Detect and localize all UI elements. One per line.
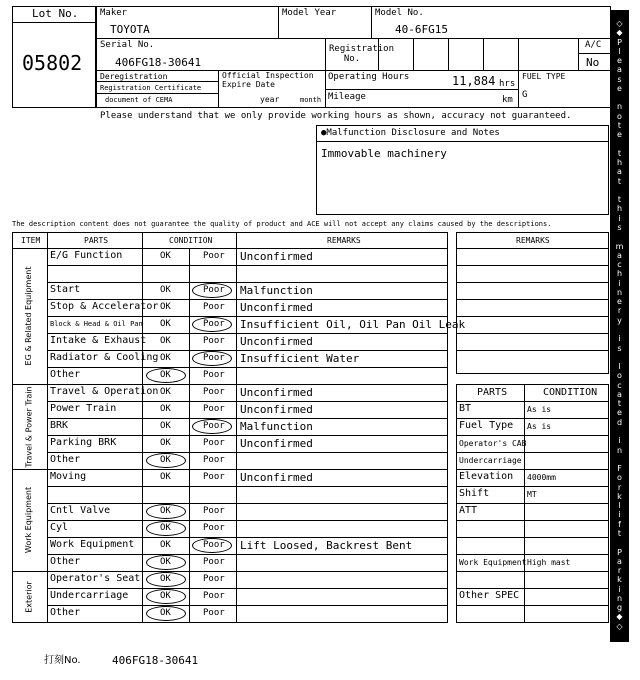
spec-part: BT [459,403,472,414]
remark-text: Lift Loosed, Backrest Bent [240,539,413,552]
poor-option[interactable]: Poor [203,285,225,295]
poor-option[interactable]: Poor [203,302,225,312]
spec-value: As is [527,422,552,431]
ok-option[interactable]: OK [160,336,171,346]
deregistration-label: Deregistration [100,72,168,81]
inspection-label-2: Expire Date [222,80,275,89]
ok-option[interactable]: OK [160,353,171,363]
spec-parts-header: PARTS [477,387,508,398]
group-label: Exterior [24,580,33,613]
ok-selected-circle [146,368,186,383]
registration-certificate-label: Registration Certificate [100,84,202,92]
side-note-char: P [617,547,622,557]
cell-divider [189,350,190,367]
cell-divider [189,282,190,299]
poor-option[interactable]: Poor [203,336,225,346]
poor-option[interactable]: Poor [203,353,225,363]
hrs-unit: hrs [499,79,516,89]
row-divider [47,435,448,436]
part-name: Stop & Accelerator [50,301,159,312]
ok-selected-circle [146,555,186,570]
spec-row-divider [456,605,609,606]
side-note-char: t [617,399,622,409]
group-label: Travel & Power Train [24,385,33,468]
side-note-char: c [617,260,622,270]
ok-option[interactable]: OK [160,438,171,448]
spec-row-divider [456,588,609,589]
side-note-char: i [618,510,621,520]
poor-selected-circle [192,283,232,298]
spec-part: Shift [459,488,490,499]
part-name: Power Train [50,403,117,414]
side-note-char: i [618,334,621,344]
side-note-char: i [618,213,621,223]
stamp-label: 打刻No. [44,655,81,666]
spec-value: MT [527,490,537,499]
side-note-char: n [616,287,623,297]
row-divider [12,622,448,623]
cema-label: document of CEMA [105,96,173,104]
cell-divider [189,554,190,571]
serial-no-label: Serial No. [100,40,155,50]
side-note-char: e [617,56,622,66]
poor-option[interactable]: Poor [203,455,225,465]
row-divider [47,265,448,266]
row-divider [47,503,448,504]
year-label: year [260,95,280,104]
cell-divider [189,503,190,520]
cell-divider [189,520,190,537]
cell-divider [189,571,190,588]
side-note-char: t [617,121,622,130]
cell-divider [189,418,190,435]
spec-row-divider [456,520,609,521]
remark-text: Unconfirmed [240,250,313,263]
poor-selected-circle [192,351,232,366]
part-name: Other [50,556,81,567]
working-hours-notice: Please understand that we only provide working hours as shown, accuracy not guaranteed. [100,111,572,121]
poor-option[interactable]: Poor [203,438,225,448]
row-divider [47,520,448,521]
side-note-char: a [617,556,622,566]
spec-part: Work Equipment [459,558,527,567]
spec-row-divider [456,452,609,453]
serial-no-value: 406FG18-30641 [115,56,202,69]
side-note-char: l [618,362,621,372]
ac-label: A/C [585,40,602,50]
operating-hours-value: 11,884 [452,74,496,88]
spec-row-divider [456,571,609,572]
side-note-char: k [617,575,622,585]
malfunction-box [316,125,609,215]
part-name: Other [50,454,81,465]
poor-selected-circle [192,419,232,434]
part-name: Intake & Exhaust [50,335,147,346]
spec-condition-header: CONDITION [543,387,598,398]
remark-text: Malfunction [240,420,313,433]
ok-option[interactable]: OK [160,523,171,533]
side-note-char: n [616,102,623,112]
cell-divider [189,469,190,486]
side-note-char: y [617,315,622,325]
remark-text: Unconfirmed [240,386,313,399]
cell-divider [189,384,190,401]
spec-part: Fuel Type [459,420,514,431]
header-remarks: REMARKS [327,236,361,245]
header-parts: PARTS [84,236,109,245]
part-name: Work Equipment [50,539,135,550]
cell-divider [189,537,190,554]
side-note-char: c [617,380,622,390]
side-note-char: l [618,46,621,56]
part-name: Other [50,369,81,380]
row-divider [47,588,448,589]
ok-option[interactable]: OK [160,591,171,601]
side-note-char: r [617,482,622,492]
ok-option[interactable]: OK [160,285,171,295]
remark-text: Malfunction [240,284,313,297]
remark-text: Unconfirmed [240,335,313,348]
row-divider [47,554,448,555]
poor-option[interactable]: Poor [203,404,225,414]
side-note-char: s [617,223,622,232]
ok-option[interactable]: OK [160,540,171,550]
spec-row-divider [456,486,609,487]
side-note-char: t [617,148,622,158]
ok-option[interactable]: OK [160,608,171,618]
ok-option[interactable]: OK [160,574,171,584]
side-note-char: h [616,204,623,214]
registration-no-label: Registration No. [329,44,395,64]
side-note-char: ◇ [616,19,623,28]
side-note-char: F [617,464,622,474]
poor-option[interactable]: Poor [203,523,225,533]
part-name: Other [50,607,81,618]
row-divider [47,367,448,368]
malfunction-title: ●Malfunction Disclosure and Notes [321,128,500,138]
row-divider [47,299,448,300]
side-note-char: ◆ [616,28,623,38]
part-name: Block & Head & Oil Pan [50,320,143,328]
ok-option[interactable]: OK [160,506,171,516]
model-no-label: Model No. [375,8,424,18]
remark-text: Insufficient Water [240,352,360,365]
remark-text: Insufficient Oil, Oil Pan Oil Leak [240,318,466,331]
poor-option[interactable]: Poor [203,421,225,431]
poor-option[interactable]: Poor [203,472,225,482]
ok-selected-circle [146,606,186,621]
side-notice-bar [610,10,629,642]
cell-divider [189,401,190,418]
poor-option[interactable]: Poor [203,608,225,618]
spec-value: As is [527,405,552,414]
part-name: Travel & Operation [50,386,159,397]
poor-option[interactable]: Poor [203,574,225,584]
side-note-char: a [617,65,622,75]
cell-divider [189,265,190,282]
part-name: Parking BRK [50,437,117,448]
part-name: Start [50,284,81,295]
poor-option[interactable]: Poor [203,370,225,380]
spec-row-divider [456,418,609,419]
group-label: EG & Related Equipment [24,266,33,366]
poor-option[interactable]: Poor [203,387,225,397]
part-name: BRK [50,420,69,431]
row-divider [47,486,448,487]
side-note-char: e [617,408,622,418]
spec-part: Undercarriage [459,456,522,465]
side-note-char: ◆ [616,612,623,622]
poor-option[interactable]: Poor [203,540,225,550]
cell-divider [189,605,190,622]
stamp-value: 406FG18-30641 [112,654,199,667]
row-divider [12,469,448,470]
header-item: ITEM [21,236,41,245]
remark-text: Unconfirmed [240,403,313,416]
side-note-char: r [617,566,622,576]
cell-divider [189,248,190,265]
side-note-char: t [617,176,622,186]
row-divider [47,282,448,283]
lot-no-label: Lot No. [32,7,79,20]
ok-option[interactable]: OK [160,404,171,414]
group-label: Work Equipment [24,486,33,554]
spec-part: ATT [459,505,478,516]
side-note-char: o [617,473,622,483]
ok-option[interactable]: OK [160,319,171,329]
poor-option[interactable]: Poor [203,319,225,329]
month-label: month [300,96,322,104]
maker-value: TOYOTA [110,23,150,36]
side-note-char: a [617,389,622,399]
spec-row-divider [456,554,609,555]
maker-label: Maker [100,8,128,18]
ok-option[interactable]: OK [160,387,171,397]
row-divider [47,333,448,334]
row-divider [47,418,448,419]
inspection-label-1: Official Inspection [222,71,314,80]
side-note-char: o [617,111,622,121]
cell-divider [189,435,190,452]
row-divider [12,384,448,385]
header-condition: CONDITION [169,236,213,245]
poor-option[interactable]: Poor [203,557,225,567]
row-divider [47,537,448,538]
part-name: Radiator & Cooling [50,352,159,363]
row-divider [47,452,448,453]
malfunction-text: Immovable machinery [321,147,447,160]
side-note-char: s [617,74,622,84]
side-note-char: r [617,306,622,316]
side-note-char: k [617,491,622,501]
side-note-char: i [618,278,621,288]
spec-row-divider [456,537,609,538]
poor-option[interactable]: Poor [203,591,225,601]
ok-option[interactable]: OK [160,370,171,380]
ok-selected-circle [146,453,186,468]
side-note-char: i [618,584,621,594]
model-year-label: Model Year [282,8,337,18]
ok-option[interactable]: OK [160,557,171,567]
cell-divider [189,588,190,605]
side-note-char: o [617,371,622,381]
right-remarks-box [456,232,609,374]
spec-value: High mast [527,558,571,567]
ok-option[interactable]: OK [160,421,171,431]
cell-divider [189,333,190,350]
ac-value: No [586,56,600,69]
disclaimer-text: The description content does not guarantee the quality of product and ACE will not accept any claims caused by the descriptions. [12,220,552,228]
side-note-char: a [617,250,622,260]
spec-row-divider [456,503,609,504]
row-divider [12,571,448,572]
side-note-char: n [616,593,623,603]
side-note-char: P [617,37,622,47]
remark-text: Unconfirmed [240,471,313,484]
row-divider [47,316,448,317]
mileage-label: Mileage [328,92,366,102]
cell-divider [189,486,190,503]
ok-selected-circle [146,589,186,604]
ok-option[interactable]: OK [160,472,171,482]
part-name: Moving [50,471,87,482]
side-note-char: e [617,297,622,307]
spec-part: Operator's CAB [459,439,527,448]
side-note-char: f [618,519,621,529]
side-note-char: a [617,167,622,177]
fuel-type-label: FUEL TYPE [522,72,566,81]
side-note-char: m [615,241,624,251]
fuel-type-value: G [522,90,528,100]
side-note-char: s [617,343,622,353]
part-name: Cntl Valve [50,505,111,516]
ok-option[interactable]: OK [160,251,171,261]
cell-divider [189,299,190,316]
operating-hours-label: Operating Hours [328,72,410,82]
right-remarks-header: REMARKS [516,236,550,245]
poor-option[interactable]: Poor [203,506,225,516]
part-name: E/G Function [50,250,123,261]
lot-number: 05802 [22,51,83,75]
side-note-char: h [616,158,623,168]
ok-option[interactable]: OK [160,302,171,312]
cell-divider [189,452,190,469]
poor-option[interactable]: Poor [203,251,225,261]
cell-divider [189,316,190,333]
km-unit: km [502,95,513,105]
model-no-value: 40-6FG15 [395,23,448,36]
spec-part: Other SPEC [459,590,520,601]
side-note-char: d [616,417,623,427]
ok-selected-circle [146,572,186,587]
spec-row-divider [456,435,609,436]
remark-text: Unconfirmed [240,301,313,314]
side-note-char: l [618,501,621,511]
poor-selected-circle [192,538,232,553]
part-name: Operator's Seat [50,573,141,584]
row-divider [47,401,448,402]
spec-part: Elevation [459,471,514,482]
ok-selected-circle [146,521,186,536]
side-note-char: h [616,269,623,279]
side-note-char: e [617,83,622,93]
side-note-char: e [617,130,622,140]
spec-value: 4000mm [527,473,556,482]
side-note-char: ◇ [616,621,623,631]
poor-selected-circle [192,317,232,332]
ok-option[interactable]: OK [160,455,171,465]
row-divider [47,605,448,606]
remark-text: Unconfirmed [240,437,313,450]
side-note-char: n [616,445,623,455]
side-note-char: t [617,529,622,538]
side-note-char: i [618,436,621,446]
row-divider [47,350,448,351]
side-note-char: g [616,603,623,613]
spec-row-divider [456,469,609,470]
side-note-char: t [617,195,622,205]
part-name: Undercarriage [50,590,129,601]
ok-selected-circle [146,504,186,519]
cell-divider [189,367,190,384]
part-name: Cyl [50,522,69,533]
